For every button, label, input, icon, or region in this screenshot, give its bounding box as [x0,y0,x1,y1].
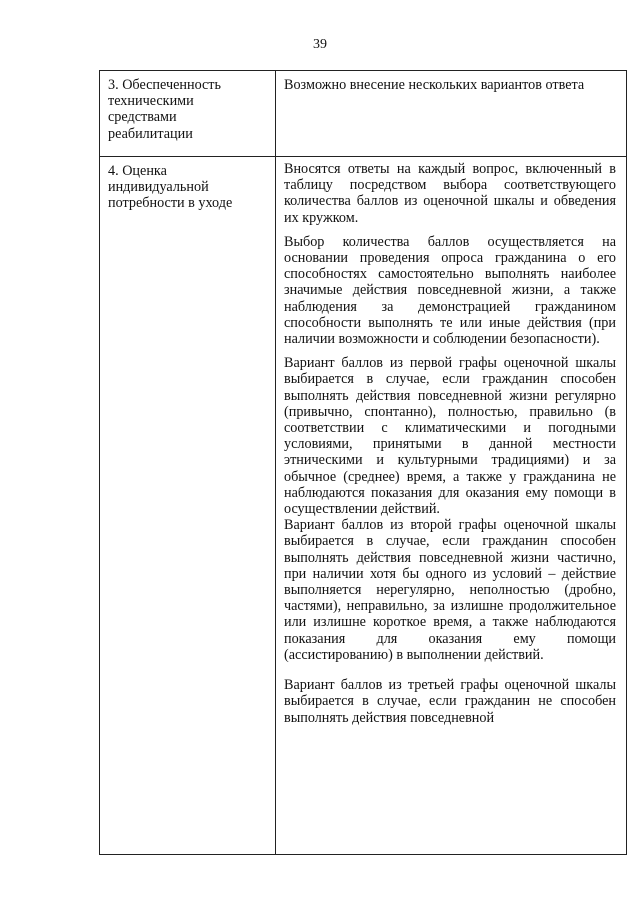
description-paragraph: Вносятся ответы на каждый вопрос, включенный в таблицу посредством выбора соответствующего количества баллов из оценочной шкалы и обведения их кружком. [284,161,616,226]
table-row [100,157,627,855]
section-title: 3. Обеспеченность техническими средствами реабилитации [108,77,221,142]
section-title-cell [100,157,276,855]
section-description-cell [276,157,627,855]
description-paragraph: Выбор количества баллов осуществляется на основании проведения опроса гражданина о его способностях самостоятельно выполнять наиболее значимые действия повседневной жизни, а также наблюдения за демонстрацией гражданином способности выполнять те или иные действия (при наличии возможности и соблюдении безопасности). [284,233,616,348]
section-title: 4. Оценка индивидуальной потребности в уходе [108,163,233,212]
section-description-cell [276,71,627,157]
description-paragraph: Вариант баллов из третьей графы оценочной шкалы выбирается в случае, если гражданин не способен выполнять действия повседневной [284,677,616,726]
description-paragraph: Вариант баллов из второй графы оценочной шкалы выбирается в случае, если гражданин способен выполнять действия повседневной жизни частично, при наличии хотя бы одного из условий – действие выполняется нерегулярно, неполностью (дробно, частями), неправильно, за излишне продолжительное или излишне короткое время, а также наблюдаются показания для оказания ему помощи (ассистированию) в выполнении действий. [284,517,616,663]
instruction-table [99,70,627,855]
page-number: 39 [313,37,327,52]
description-paragraph: Возможно внесение нескольких вариантов ответа [284,77,585,93]
table-row [100,71,627,157]
section-title-cell [100,71,276,157]
description-paragraph: Вариант баллов из первой графы оценочной шкалы выбирается в случае, если гражданин способен выполнять действия повседневной жизни регулярно (привычно, спонтанно), полностью, правильно (в соответствии с климатическими и погодными условиями, принятыми в данной местности этническими и культурными традициями) и за обычное (среднее) время, а также у гражданина не наблюдаются показания для оказания ему помощи в осуществлении действий. [284,355,616,518]
